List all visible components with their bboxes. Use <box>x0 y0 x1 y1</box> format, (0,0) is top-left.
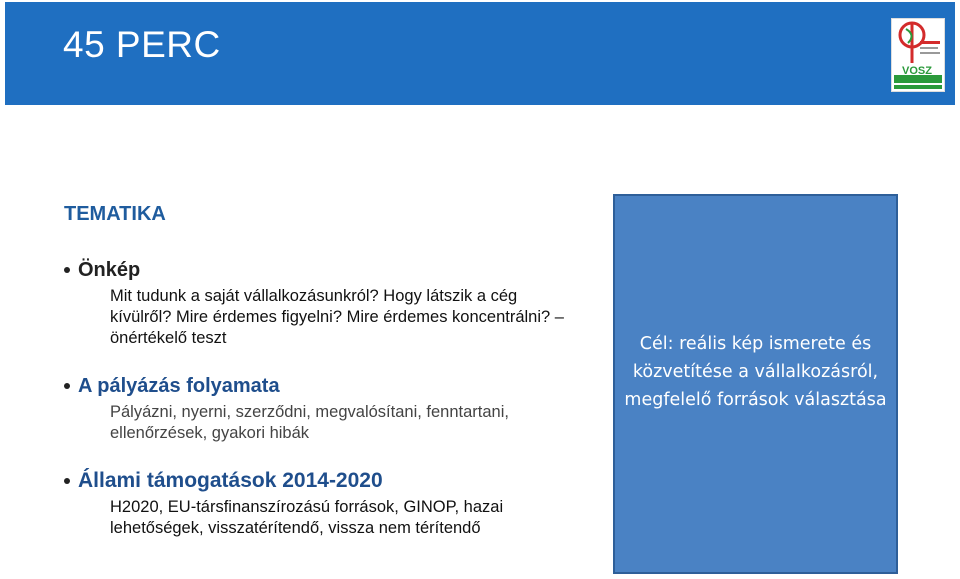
bullet-icon <box>64 383 70 389</box>
bullet-icon <box>64 267 70 273</box>
bullet-icon <box>64 478 70 484</box>
topic-palyazas <box>64 375 584 444</box>
topic-onkep <box>64 259 574 349</box>
topic-allami-tamogatasok <box>64 469 584 539</box>
topic-description: H2020, EU-társfinanszírozású források, GINOP, hazai lehetőségek, visszatérítendő, vissza nem térítendő <box>110 498 504 537</box>
page-title: 45 PERC <box>63 24 221 65</box>
topic-title: Önkép <box>78 259 141 281</box>
section-title: TEMATIKA <box>64 203 166 225</box>
topic-title: A pályázás folyamata <box>78 375 280 397</box>
topic-description: Mit tudunk a saját vállalkozásunkról? Hogy látszik a cég kívülről? Mire érdemes figyelni? Mire érdemes koncentrálni? – önértékelő teszt <box>110 287 564 347</box>
goal-text: Cél: reális kép ismerete és közvetítése a vállalkozásról, megfelelő források választása <box>624 334 887 410</box>
topic-title: Állami támogatások 2014-2020 <box>78 469 383 492</box>
topic-description: Pályázni, nyerni, szerződni, megvalósítani, fenntartani, ellenőrzések, gyakori hibák <box>110 403 509 442</box>
logo-text: VOSZ <box>902 65 932 77</box>
header-bar <box>5 2 955 105</box>
logo-icon <box>892 19 944 91</box>
goal-box <box>613 194 898 574</box>
vosz-logo <box>891 18 945 92</box>
